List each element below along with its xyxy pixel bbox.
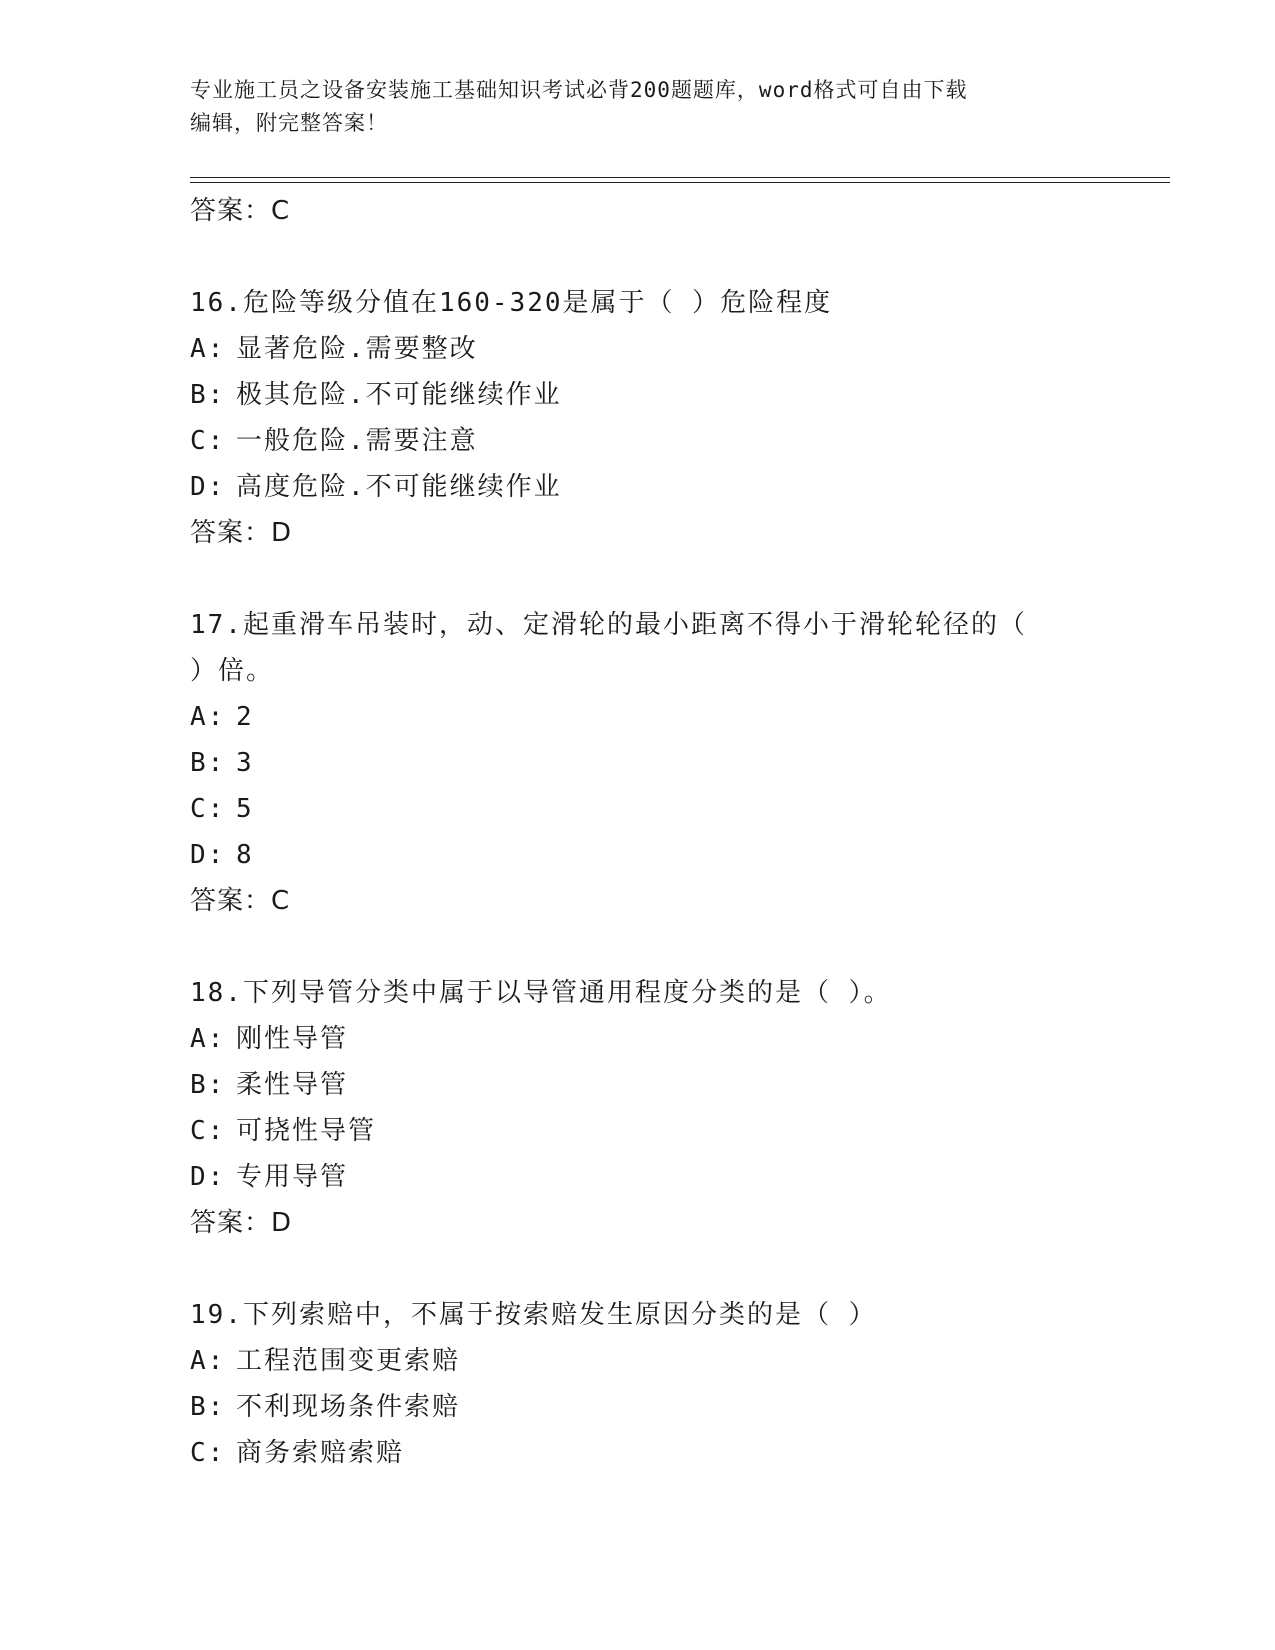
option-letter: D: <box>190 472 226 502</box>
question-block <box>190 602 1090 924</box>
option-letter: C: <box>190 1116 226 1146</box>
option-a <box>190 694 1090 740</box>
option-c <box>190 1430 1090 1476</box>
option-letter: D: <box>190 1162 226 1192</box>
option-letter: A: <box>190 334 226 364</box>
option-letter: B: <box>190 748 226 778</box>
option-text: 5 <box>236 794 254 824</box>
option-text: 显著危险.需要整改 <box>236 334 478 364</box>
option-letter: C: <box>190 1438 226 1468</box>
option-text: 专用导管 <box>236 1162 349 1192</box>
option-text: 一般危险.需要注意 <box>236 426 478 456</box>
option-b <box>190 372 1090 418</box>
question-text-continued: ）倍。 <box>190 656 275 686</box>
header-divider-bottom <box>190 182 1170 183</box>
header-title-line-2: 编辑，附完整答案！ <box>190 111 388 135</box>
option-text: 不利现场条件索赔 <box>236 1392 461 1422</box>
question-block <box>190 970 1090 1246</box>
option-text: 高度危险.不可能继续作业 <box>236 472 562 502</box>
option-text: 商务索赔索赔 <box>236 1438 405 1468</box>
question-text: 16.危险等级分值在160-320是属于（ ）危险程度 <box>190 288 833 318</box>
option-c <box>190 786 1090 832</box>
option-c <box>190 1108 1090 1154</box>
option-text: 柔性导管 <box>236 1070 349 1100</box>
option-b <box>190 1384 1090 1430</box>
option-d <box>190 1154 1090 1200</box>
option-c <box>190 418 1090 464</box>
question-text: 19.下列索赔中，不属于按索赔发生原因分类的是（ ） <box>190 1300 877 1330</box>
answer-line: 答案：D <box>190 518 293 548</box>
option-d <box>190 464 1090 510</box>
question-text: 18.下列导管分类中属于以导管通用程度分类的是（ ）。 <box>190 978 892 1008</box>
option-letter: B: <box>190 1392 226 1422</box>
option-a <box>190 1016 1090 1062</box>
option-text: 工程范围变更索赔 <box>236 1346 461 1376</box>
option-letter: B: <box>190 1070 226 1100</box>
option-letter: C: <box>190 794 226 824</box>
header-divider-top <box>190 177 1170 178</box>
option-text: 极其危险.不可能继续作业 <box>236 380 562 410</box>
question-block <box>190 1292 1090 1476</box>
option-text: 8 <box>236 840 254 870</box>
document-header <box>190 74 1080 140</box>
option-d <box>190 832 1090 878</box>
option-text: 2 <box>236 702 254 732</box>
option-a <box>190 1338 1090 1384</box>
option-letter: A: <box>190 702 226 732</box>
option-text: 刚性导管 <box>236 1024 349 1054</box>
option-b <box>190 740 1090 786</box>
option-letter: A: <box>190 1346 226 1376</box>
option-text: 可挠性导管 <box>236 1116 377 1146</box>
option-letter: D: <box>190 840 226 870</box>
answer-line: 答案：C <box>190 196 291 226</box>
option-a <box>190 326 1090 372</box>
option-letter: C: <box>190 426 226 456</box>
option-letter: A: <box>190 1024 226 1054</box>
option-text: 3 <box>236 748 254 778</box>
answer-line: 答案：C <box>190 886 291 916</box>
question-text: 17.起重滑车吊装时，动、定滑轮的最小距离不得小于滑轮轮径的（ <box>190 610 1027 640</box>
option-letter: B: <box>190 380 226 410</box>
header-title-line-1: 专业施工员之设备安装施工基础知识考试必背200题题库，word格式可自由下载 <box>190 78 968 102</box>
option-b <box>190 1062 1090 1108</box>
question-list <box>190 188 1090 1476</box>
question-block <box>190 280 1090 556</box>
answer-line: 答案：D <box>190 1208 293 1238</box>
